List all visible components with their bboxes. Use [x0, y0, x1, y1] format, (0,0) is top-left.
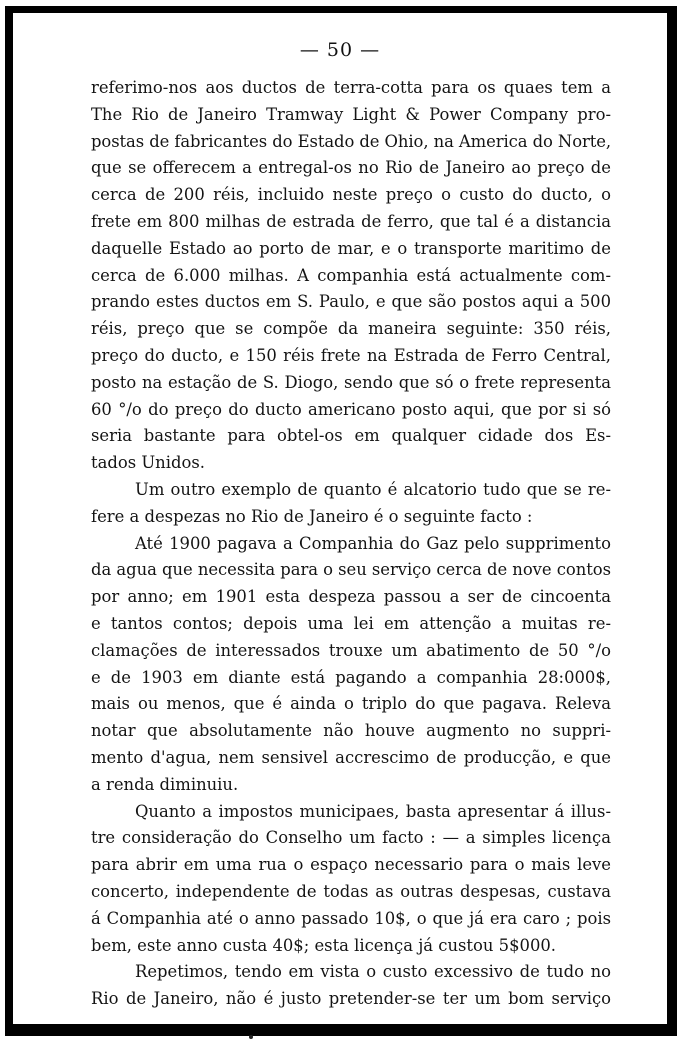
text-line: daquelle Estado ao porto de mar, e o transporte maritimo de: [91, 238, 611, 258]
text-line: fere a despezas no Rio de Janeiro é o seguinte facto :: [91, 506, 533, 526]
body-text: [91, 75, 611, 1013]
page-number: — 50 —: [299, 39, 381, 61]
text-line: bem, este anno custa 40$; esta licença já custou 5$000.: [91, 935, 557, 955]
ink-speck: [249, 1035, 253, 1039]
text-line: e de 1903 em diante está pagando a companhia 28:000$,: [91, 667, 611, 687]
text-line: a renda diminuiu.: [91, 774, 239, 794]
text-line: réis, preço que se compõe da maneira seguinte: 350 réis,: [91, 319, 611, 339]
text-line: que se offerecem a entregal-os no Rio de Janeiro ao preço de: [91, 158, 611, 178]
text-line: Até 1900 pagava a Companhia do Gaz pelo supprimento: [135, 533, 611, 553]
text-line: frete em 800 milhas de estrada de ferro, que tal é a distancia: [91, 211, 611, 231]
text-line: clamações de interessados trouxe um abatimento de 50 °/o: [91, 640, 611, 660]
page-frame: [5, 6, 677, 1036]
text-line: postas de fabricantes do Estado de Ohio, na America do Norte,: [91, 131, 611, 151]
text-line: posto na estação de S. Diogo, sendo que só o frete representa: [91, 372, 611, 392]
text-line: cerca de 200 réis, incluido neste preço o custo do ducto, o: [91, 185, 611, 205]
text-line: tre consideração do Conselho um facto : — a simples licença: [91, 828, 611, 848]
text-line: concerto, independente de todas as outras despesas, custava: [91, 881, 611, 901]
text-line: Repetimos, tendo em vista o custo excessivo de tudo no: [135, 962, 611, 982]
text-line: cerca de 6.000 milhas. A companhia está actualmente com-: [91, 265, 611, 285]
text-line: prando estes ductos em S. Paulo, e que são postos aqui a 500: [91, 292, 611, 312]
text-line: seria bastante para obtel-os em qualquer cidade dos Es-: [91, 426, 611, 446]
text-line: The Rio de Janeiro Tramway Light & Power Company pro-: [91, 104, 611, 124]
text-line: tados Unidos.: [91, 453, 205, 473]
text-line: da agua que necessita para o seu serviço cerca de nove contos: [91, 560, 611, 580]
text-line: Quanto a impostos municipaes, basta apresentar á illus-: [135, 801, 611, 821]
text-line: Rio de Janeiro, não é justo pretender-se ter um bom serviço: [91, 989, 611, 1009]
text-line: referimo-nos aos ductos de terra-cotta para os quaes tem a: [91, 78, 611, 97]
text-line: mento d'agua, nem sensivel accrescimo de producção, e que: [91, 747, 611, 767]
text-line: preço do ducto, e 150 réis frete na Estrada de Ferro Central,: [91, 345, 611, 365]
text-line: e tantos contos; depois uma lei em attenção a muitas re-: [91, 613, 611, 633]
text-line: para abrir em uma rua o espaço necessario para o mais leve: [91, 855, 611, 875]
text-line: mais ou menos, que é ainda o triplo do que pagava. Releva: [91, 694, 611, 714]
text-line: Um outro exemplo de quanto é alcatorio tudo que se re-: [135, 479, 611, 499]
text-line: notar que absolutamente não houve augmento no suppri-: [91, 721, 611, 741]
text-line: 60 °/o do preço do ducto americano posto aqui, que por si só: [91, 399, 611, 419]
text-line: por anno; em 1901 esta despeza passou a ser de cincoenta: [91, 587, 611, 607]
text-line: á Companhia até o anno passado 10$, o que já era caro ; pois: [91, 908, 611, 928]
